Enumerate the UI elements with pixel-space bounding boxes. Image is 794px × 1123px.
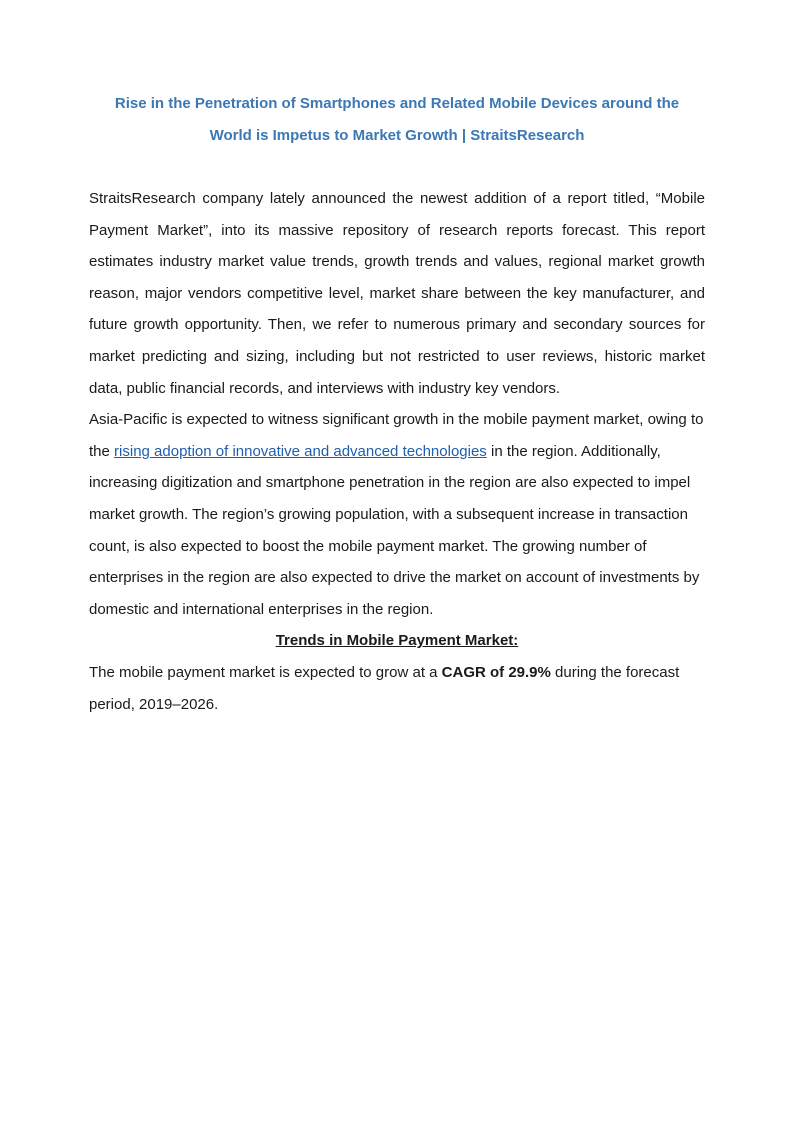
cagr-text-before: The mobile payment market is expected to grow at a (89, 663, 442, 681)
technology-adoption-link[interactable]: rising adoption of innovative and advanced technologies (114, 442, 487, 460)
asia-text-after-link: in the region. Additionally, increasing digitization and smartphone penetration in the region are also expected to impel market growth. The region’s growing population, with a subsequent increase in transaction count, is also expected to boost the mobile payment market. The growing number of enterprises in the region are also expected to drive the market on account of investments by domestic and international enterprises in the region. (89, 442, 700, 618)
cagr-paragraph (89, 657, 705, 720)
asia-text-before-link: Asia-Pacific is expected to witness significant growth in the mobile payment market, owing to the (89, 411, 704, 460)
cagr-value: CAGR of 29.9% (441, 663, 551, 681)
document-body (89, 183, 705, 720)
title-line-2: World is Impetus to Market Growth | StraitsResearch (209, 127, 585, 144)
asia-pacific-paragraph (89, 404, 705, 625)
trends-heading: Trends in Mobile Payment Market: (275, 632, 519, 650)
title-line-1: Rise in the Penetration of Smartphones and Related Mobile Devices around the (114, 95, 680, 112)
cagr-text-after: during the forecast period, 2019–2026. (89, 663, 680, 713)
document-title (80, 88, 714, 152)
intro-paragraph: StraitsResearch company lately announced the newest addition of a report titled, “Mobile Payment Market”, into its massive repository of research reports forecast. This report estimates industry market value trends, growth trends and values, regional market growth reason, major vendors competitive level, market share between the key manufacturer, and future growth opportunity. Then, we refer to numerous primary and secondary sources for market predicting and sizing, including but not restricted to user reviews, historic market data, public financial records, and interviews with industry key vendors. (89, 190, 705, 397)
